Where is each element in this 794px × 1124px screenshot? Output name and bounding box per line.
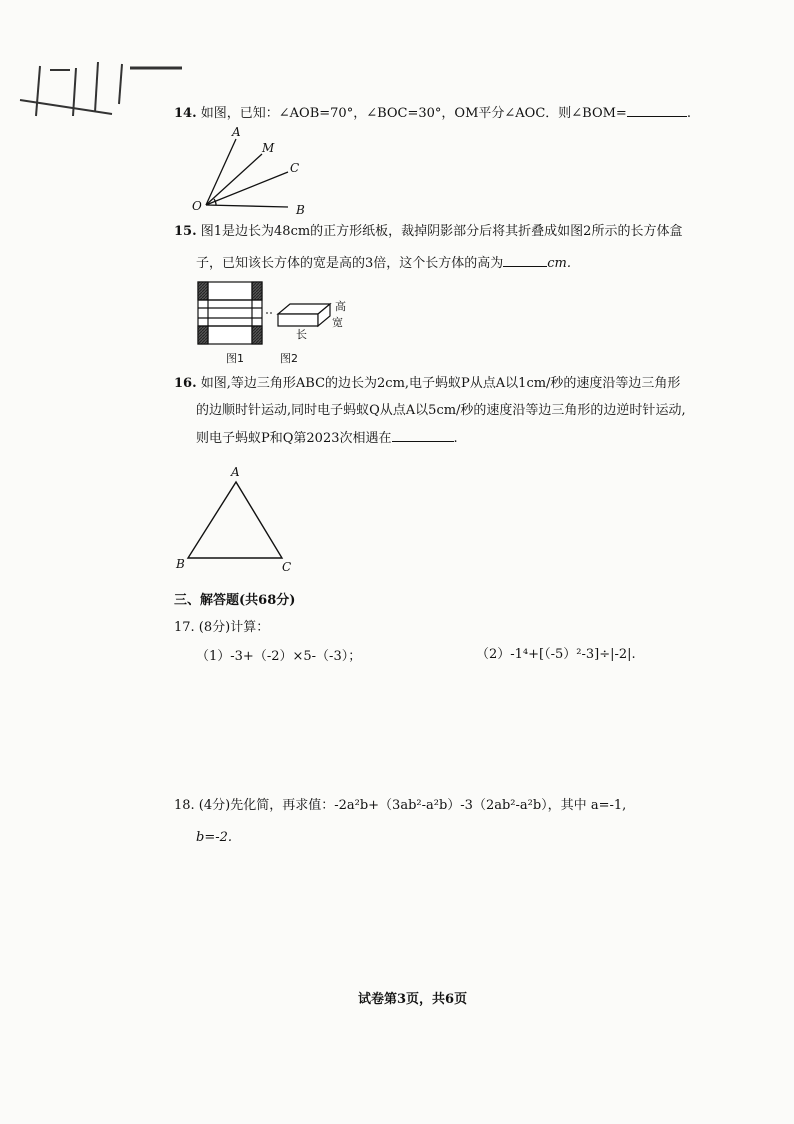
scan-marks (0, 0, 200, 130)
question-16-line-1 (174, 375, 680, 393)
question-18-header: 18. (4分)先化简，再求值：-2a²b+（3ab²-a²b）-3（2ab²-a²b），其中 a=-1, (174, 798, 627, 813)
question-14 (174, 104, 691, 123)
label-width: 宽 (332, 316, 343, 329)
label-a: A (232, 125, 241, 139)
triangle-figure (170, 460, 300, 575)
question-17-header: 17. (8分)计算： (174, 620, 270, 635)
question-16-line-2 (196, 402, 686, 420)
label-b: B (296, 203, 305, 217)
ray-om (206, 154, 262, 205)
figure-1-net (198, 282, 262, 344)
label-height: 高 (335, 300, 346, 313)
question-15-line-1 (174, 223, 682, 241)
equilateral-triangle (188, 482, 282, 558)
question-number: 15. (174, 224, 197, 239)
question-17-part-2: （2）-1⁴+[（-5）²-3]÷|-2|. (476, 647, 636, 662)
label-c: C (282, 560, 292, 574)
answer-blank (392, 429, 454, 442)
question-number: 16. (174, 376, 197, 391)
answer-blank (503, 254, 547, 267)
label-m: M (262, 141, 275, 155)
label-b: B (176, 557, 185, 571)
figure-2-caption: 图2 (280, 352, 298, 365)
label-c: C (290, 161, 300, 175)
unit: cm. (547, 256, 572, 271)
page-footer: 试卷第3页，共6页 (358, 992, 468, 1007)
section-3-title: 三、解答题(共68分) (174, 593, 296, 608)
question-text: 则电子蚂蚁P和Q第2023次相遇在 (196, 431, 392, 446)
question-end: . (453, 431, 458, 446)
label-o: O (192, 199, 202, 213)
angle-figure (186, 124, 316, 219)
answer-blank (627, 104, 687, 117)
box-net-figure (196, 280, 376, 368)
question-18-line-2: b=-2. (196, 830, 233, 845)
question-text: 图1是边长为48cm的正方形纸板，裁掉阴影部分后将其折叠成如图2所示的长方体盒 (200, 224, 683, 239)
question-15-line-2 (196, 254, 571, 273)
question-end: . (686, 106, 691, 121)
question-text: 如图，已知：∠AOB=70°，∠BOC=30°，OM平分∠AOC．则∠BOM= (200, 106, 627, 121)
label-a: A (231, 465, 240, 479)
question-17-part-1: （1）-3+（-2）×5-（-3）； (196, 649, 362, 664)
question-text: 如图,等边三角形ABC的边长为2cm,电子蚂蚁P从点A以1cm/秒的速度沿等边三角形 (200, 376, 681, 391)
question-16-line-3 (196, 429, 458, 448)
question-text: 的边顺时针运动,同时电子蚂蚁Q从点A以5cm/秒的速度沿等边三角形的边逆时针运动, (196, 403, 686, 418)
figure-1-caption: 图1 (226, 352, 244, 365)
ray-ob (206, 205, 288, 207)
question-text: 子，已知该长方体的宽是高的3倍，这个长方体的高为 (196, 256, 504, 271)
label-length: 长 (296, 328, 307, 341)
figure-2-box (278, 304, 330, 326)
question-number: 14. (174, 106, 197, 121)
